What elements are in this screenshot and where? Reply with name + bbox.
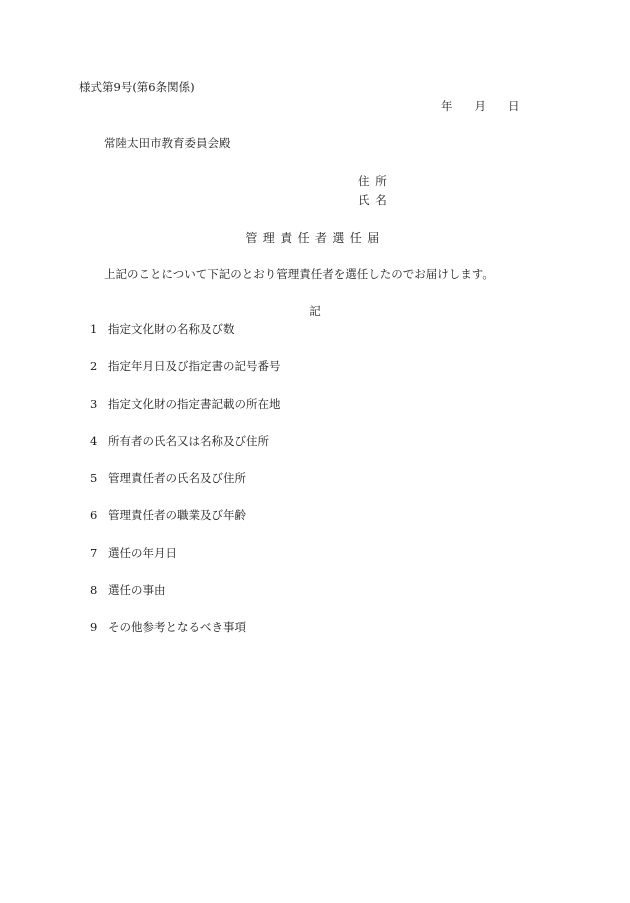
item-text: 選任の年月日 [108,545,177,560]
list-item [90,433,281,473]
item-number: 7 [90,545,98,560]
list-item [90,622,281,659]
date-day-label: 日 [508,99,520,113]
ki-heading: 記 [309,304,321,318]
address-label: 住所 [358,174,393,188]
item-number: 5 [90,471,98,486]
date-year-label: 年 [441,99,453,113]
list-item [90,510,281,547]
form-number: 様式第9号(第6条関係) [79,80,195,94]
item-number: 2 [90,359,98,374]
item-number: 9 [90,620,98,635]
addressee: 常陸太田市教育委員会殿 [104,136,231,150]
item-number: 1 [90,322,98,336]
item-text: その他参考となるべき事項 [108,620,246,635]
item-number: 8 [90,583,98,598]
item-text: 選任の事由 [108,583,166,598]
list-item [90,585,281,622]
body-text: 上記のことについて下記のとおり管理責任者を選任したのでお届けします。 [104,267,494,281]
date-month-label: 月 [474,99,486,113]
applicant-block [358,176,393,214]
item-text: 管理責任者の職業及び年齢 [108,508,246,523]
item-text: 管理責任者の氏名及び住所 [108,471,246,486]
date-line [441,101,520,113]
list-item [90,324,281,361]
list-item [90,361,281,398]
item-text: 所有者の氏名又は名称及び住所 [108,433,269,448]
item-number: 3 [90,396,98,411]
item-number: 6 [90,508,98,523]
list-item [90,545,281,585]
item-text: 指定文化財の指定書記載の所在地 [108,396,281,411]
document-title: 管理責任者選任届 [245,231,385,245]
name-label: 氏名 [358,193,393,207]
list-item [90,473,281,510]
item-text: 指定文化財の名称及び数 [108,322,235,336]
item-number: 4 [90,433,98,448]
item-list [90,324,281,660]
item-text: 指定年月日及び指定書の記号番号 [108,359,281,374]
list-item [90,396,281,436]
